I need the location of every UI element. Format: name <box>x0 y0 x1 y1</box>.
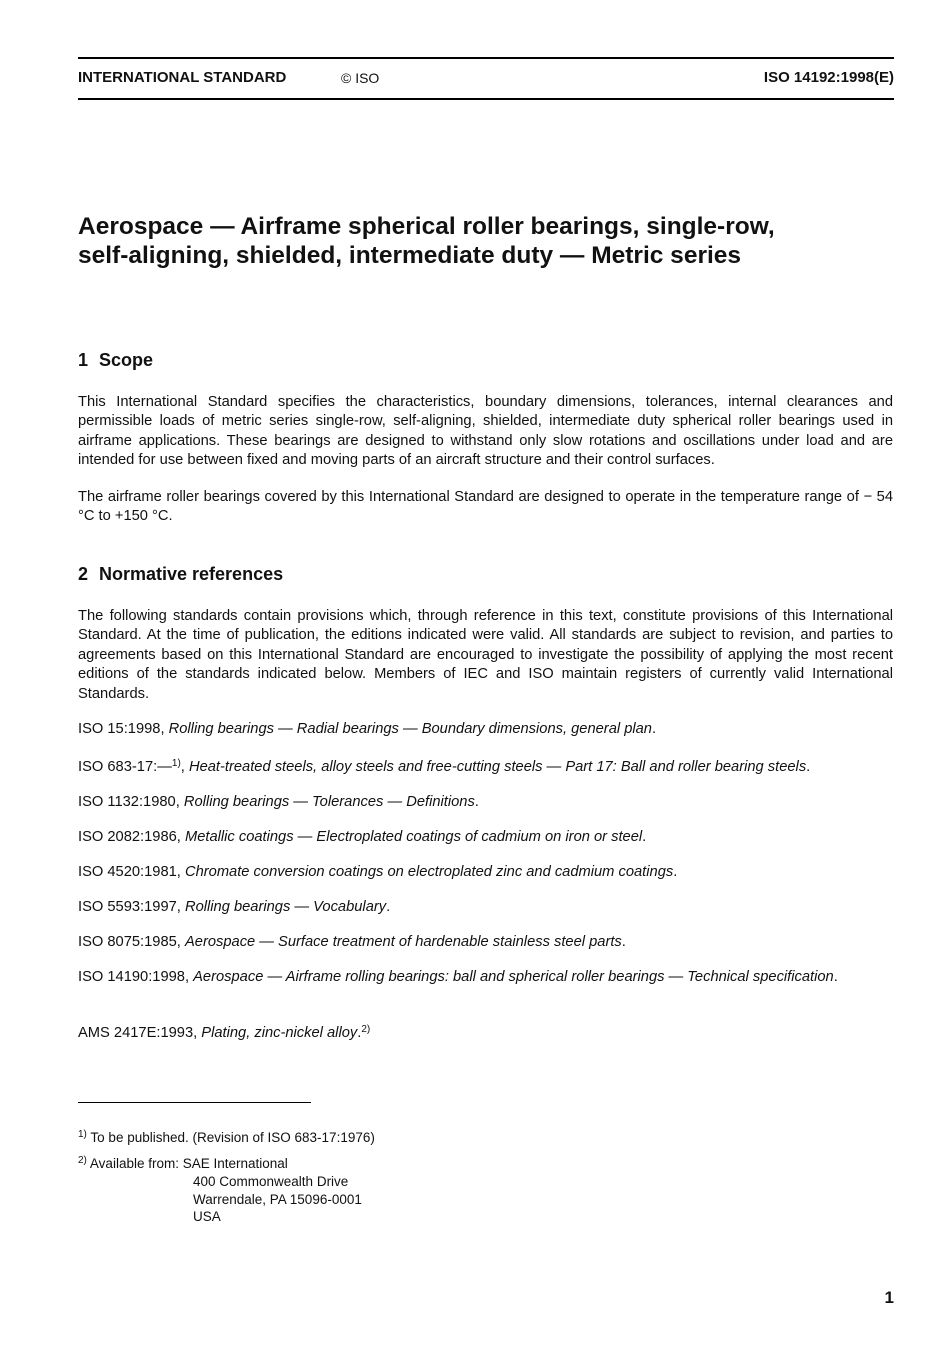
reference-item: ISO 2082:1986, Metallic coatings — Electroplated coatings of cadmium on iron or steel. <box>78 829 647 845</box>
references-intro-paragraph: The following standards contain provisions which, through reference in this text, constitute provisions of this International Standard. At the time of publication, the editions indicated were valid. All standards are subject to revision, and parties to agreements based on this International Standard are encouraged to investigate the possibility of applying the most recent editions of the standards indicated below. Members of IEC and ISO maintain registers of currently valid International Standards. <box>78 608 893 702</box>
scope-paragraph-1: This International Standard specifies the characteristics, boundary dimensions, tolerances, internal clearances and permissible loads of metric series single-row, self-aligning, shielded, intermediate duty spherical roller bearings used in airframe applications. These bearings are designed to withstand only slow rotations and oscillations under load and are intended for use between fixed and moving parts of an aircraft structure and their control surfaces. <box>78 394 893 469</box>
reference-item: ISO 8075:1985, Aerospace — Surface treatment of hardenable stainless steel parts. <box>78 934 626 950</box>
footnote-marker: 1) <box>78 1129 87 1140</box>
reference-item: ISO 1132:1980, Rolling bearings — Tolerances — Definitions. <box>78 794 479 810</box>
section-number: 1 <box>78 350 89 370</box>
reference-item: ISO 4520:1981, Chromate conversion coatings on electroplated zinc and cadmium coatings. <box>78 864 678 880</box>
running-header <box>78 69 894 91</box>
section-number: 2 <box>78 564 89 584</box>
footnote-1: $^{1)}$ To be published. (Revision of ISO 683-17:1976) <box>78 1129 375 1145</box>
reference-item: ISO 15:1998, Rolling bearings — Radial bearings — Boundary dimensions, general plan. <box>78 721 657 737</box>
address-line: 400 Commonwealth Drive <box>193 1174 349 1189</box>
footnote-address <box>193 1173 362 1226</box>
section-title: Scope <box>99 350 154 370</box>
reference-item: ISO 683-17:—$^{1)}$, Heat-treated steels, alloy steels and free-cutting steels — Part 17: Ball and roller bearing steels. <box>78 758 811 775</box>
header-copyright: © ISO <box>341 70 380 86</box>
footnote-separator <box>78 1102 311 1103</box>
address-line: Warrendale, PA 15096-0001 <box>193 1191 362 1207</box>
section-2-heading <box>78 564 283 585</box>
header-document-number: ISO 14192:1998(E) <box>763 69 894 86</box>
address-line: USA <box>193 1209 221 1224</box>
reference-item: AMS 2417E:1993, Plating, zinc-nickel alloy.$^{2)}$ <box>78 1024 371 1041</box>
section-title: Normative references <box>99 564 284 584</box>
title-line-2: self-aligning, shielded, intermediate duty — Metric series <box>78 242 742 269</box>
footnote-marker: 2) <box>78 1155 87 1166</box>
footnote-marker: 2) <box>361 1024 371 1035</box>
section-1-heading <box>78 350 153 371</box>
title-line-1: Aerospace — Airframe spherical roller bearings, single-row, <box>78 213 775 240</box>
scope-paragraph-2: The airframe roller bearings covered by this International Standard are designed to operate in the temperature range of − 54 °C to +150 °C. <box>78 489 893 525</box>
footnote-2: $^{2)}$ Available from: SAE International <box>78 1155 288 1171</box>
document-title <box>78 212 894 270</box>
header-top-rule <box>78 57 894 59</box>
footnote-marker: 1) <box>171 758 181 769</box>
page-number: 1 <box>884 1288 894 1307</box>
header-bottom-rule <box>78 98 894 100</box>
reference-item: ISO 14190:1998, Aerospace — Airframe rolling bearings: ball and spherical roller bearings — Technical specification. <box>78 969 838 985</box>
header-standard-label: INTERNATIONAL STANDARD <box>78 69 287 86</box>
reference-item: ISO 5593:1997, Rolling bearings — Vocabulary. <box>78 899 391 915</box>
